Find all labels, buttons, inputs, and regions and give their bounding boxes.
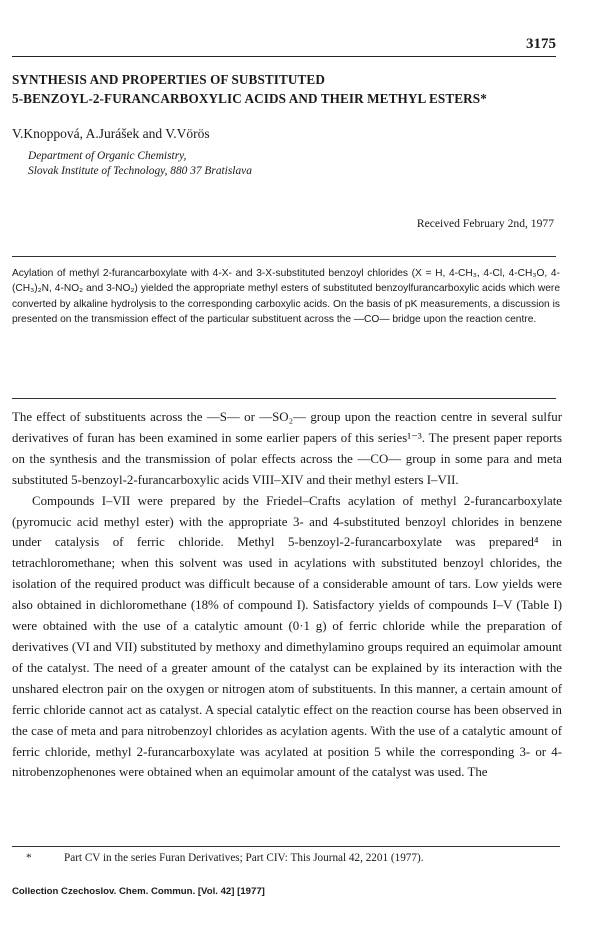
received-date: Received February 2nd, 1977 [416, 217, 554, 230]
affiliation [28, 149, 252, 179]
authors: V.Knoppová, A.Jurášek and V.Vörös [12, 126, 210, 141]
abstract-rule-top [12, 256, 556, 257]
footnote-text: Part CV in the series Furan Derivatives; Part CIV: This Journal 42, 2201 (1977). [64, 852, 424, 864]
title-line-1: SYNTHESIS AND PROPERTIES OF SUBSTITUTED [12, 72, 325, 87]
abstract: Acylation of methyl 2-furancarboxylate with 4-X- and 3-X-substituted benzoyl chlorides (X = H, 4-CH₃, 4-Cl, 4-CH₃O, 4-(CH₃)₂N, 4-NO₂ and 3-NO₂) yielded the appropriate methyl esters of substituted benzoylfurancarboxylic acids which were converted by alkaline hydrolysis to the corresponding carboxylic acids. On the basis of pK measurements, a discussion is presented on the transmission effect of the particular substituent across the —CO— bridge upon the reaction centre. [12, 268, 560, 325]
body-text [12, 407, 562, 783]
title-line-2: 5-BENZOYL-2-FURANCARBOXYLIC ACIDS AND THEIR METHYL ESTERS* [12, 91, 487, 106]
affiliation-line-1: Department of Organic Chemistry, [28, 150, 187, 162]
footnote-rule [12, 846, 560, 847]
footnote-mark: * [26, 852, 32, 864]
abstract-rule-bottom [12, 398, 556, 399]
header-rule [12, 56, 556, 57]
footnote [26, 852, 566, 864]
body-paragraph-1: The effect of substituents across the —S— or —SO₂— group upon the reaction centre in several sulfur derivatives of furan has been examined in some earlier papers of this series¹⁻³. The present paper reports on the synthesis and the transmission of polar effects across the —CO— group in some para and meta substituted 5-benzoyl-2-furancarboxylic acids VIII–XIV and their methyl esters I–VII. [12, 410, 562, 487]
page-number: 3175 [526, 36, 556, 52]
affiliation-line-2: Slovak Institute of Technology, 880 37 Bratislava [28, 165, 252, 177]
body-paragraph-2: Compounds I–VII were prepared by the Friedel–Crafts acylation of methyl 2-furancarboxylate (pyromucic acid methyl ester) with the appropriate 3- and 4-substituted benzoyl chlorides in benzene under catalysis of ferric chloride. Methyl 5-benzoyl-2-furancarboxylate was prepared⁴ in tetrachloromethane; when this solvent was used in acylations with substituted benzoyl chlorides, the isolation of the required product was difficult because of a considerable amount of tars. Low yields were also obtained in dichloromethane (18% of compound I). Satisfactory yields of compounds I–V (Table I) were obtained with the use of a catalytic amount (0·1 g) of ferric chloride while the preparation of derivatives (VI and VII) substituted by methoxy and dimethylamino groups required an equimolar amount of the catalyst. The need of a greater amount of the catalyst can be explained by its interaction with the unshared electron pair on the oxygen or nitrogen atom of substituents. In this manner, a certain amount of ferric chloride cannot act as catalyst. A special catalytic effect on the reaction course has been observed in the case of meta and para nitrobenzoyl chlorides as acylation agents. With the use of a catalytic amount of ferric chloride, methyl 2-furancarboxylate was acylated at position 5 while the corresponding 3- or 4-nitrobenzophenones were obtained when an equimolar amount of the catalyst was used. The [12, 493, 562, 780]
article-title [12, 70, 572, 108]
journal-footer: Collection Czechoslov. Chem. Commun. [Vol. 42] [1977] [12, 886, 265, 897]
